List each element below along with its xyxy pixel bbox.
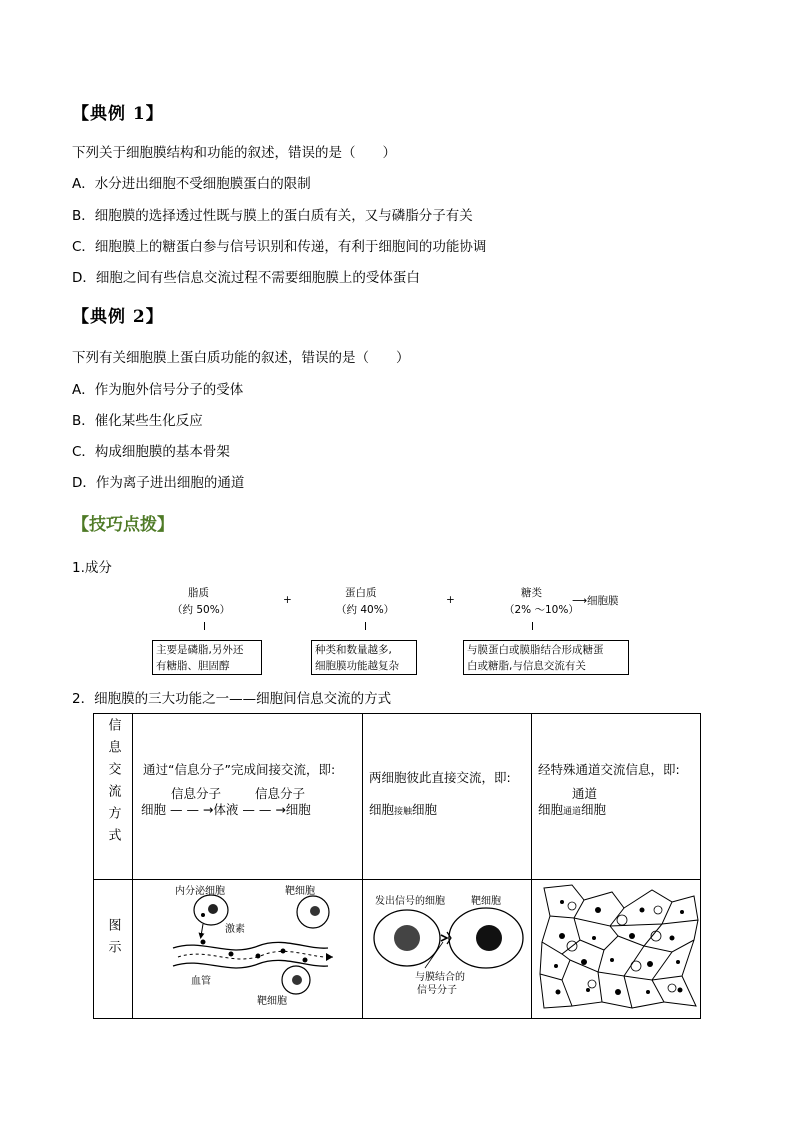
hormone-label: 激素 bbox=[225, 924, 245, 935]
plant-cell-diagram bbox=[532, 880, 702, 1018]
channel-over-label: 通道 bbox=[572, 786, 598, 801]
example2-question: 下列有关细胞膜上蛋白质功能的叙述，错误的是（ ） bbox=[72, 350, 410, 366]
endocrine-diagram bbox=[133, 880, 362, 1018]
flow-channel: 通道 bbox=[563, 807, 582, 817]
target-cell-label: 靶细胞 bbox=[257, 996, 287, 1007]
lipid-note-line: 主要是磷脂,另外还 bbox=[156, 644, 244, 656]
plus-sign: + bbox=[446, 594, 455, 606]
sender-cell-label: 发出信号的细胞 bbox=[375, 896, 445, 907]
endocrine-cell-label: 内分泌细胞 bbox=[175, 886, 225, 897]
sugar-percent: （2% ～10%） bbox=[504, 604, 579, 616]
vessel-label: 血管 bbox=[191, 976, 211, 987]
tips-item2: 2．细胞膜的三大功能之一——细胞间信息交流的方式 bbox=[72, 691, 392, 707]
example2-heading: 【典例 2】 bbox=[72, 307, 164, 327]
plus-sign: + bbox=[283, 594, 292, 606]
example2-option-a: A．作为胞外信号分子的受体 bbox=[72, 382, 244, 398]
example2-option-d: D．作为离子进出细胞的通道 bbox=[72, 475, 245, 491]
row-header-text: 信息交流方式 bbox=[105, 718, 121, 850]
sugar-label: 糖类 bbox=[521, 587, 542, 599]
direct-flow bbox=[369, 800, 437, 818]
direct-communication-cell bbox=[363, 714, 532, 880]
lipid-label: 脂质 bbox=[188, 587, 209, 599]
lipid-note-box bbox=[152, 640, 262, 675]
example2-option-c: C．构成细胞膜的基本骨架 bbox=[72, 444, 230, 460]
connector-line bbox=[532, 622, 533, 630]
example1-option-c: C．细胞膜上的糖蛋白参与信号识别和传递，有利于细胞间的功能协调 bbox=[72, 239, 487, 255]
protein-note-line: 细胞膜功能越复杂 bbox=[315, 660, 399, 672]
connector-line bbox=[204, 622, 205, 630]
direct-desc: 两细胞彼此直接交流，即: bbox=[369, 770, 511, 785]
example1-heading: 【典例 1】 bbox=[72, 104, 164, 124]
flow-cell: 细胞 bbox=[412, 802, 438, 817]
flow-contact: 接触 bbox=[394, 807, 413, 817]
connector-line bbox=[365, 622, 366, 630]
row-header-diagram bbox=[94, 880, 133, 1019]
tips-item1: 1.成分 bbox=[72, 560, 112, 576]
channel-diagram-cell bbox=[532, 880, 701, 1019]
flow-cell: 细胞 bbox=[369, 802, 395, 817]
protein-note-line: 种类和数量越多, bbox=[315, 644, 392, 656]
example1-option-d: D．细胞之间有些信息交流过程不需要细胞膜上的受体蛋白 bbox=[72, 270, 420, 286]
channel-flow bbox=[538, 800, 606, 818]
target-cell-label: 靶细胞 bbox=[471, 896, 501, 907]
row-header-method bbox=[94, 714, 133, 880]
flow-cell: 细胞 bbox=[538, 802, 564, 817]
target-cell-label: 靶细胞 bbox=[285, 886, 315, 897]
example1-question: 下列关于细胞膜结构和功能的叙述，错误的是（ ） bbox=[72, 145, 396, 161]
row-header-text: 图示 bbox=[105, 918, 121, 962]
example2-option-b: B．催化某些生化反应 bbox=[72, 413, 203, 429]
lipid-percent: （约 50%） bbox=[172, 604, 231, 616]
indirect-flow: 细胞 — — →体液 — — →细胞 bbox=[141, 802, 311, 817]
lipid-note-line: 有糖脂、胆固醇 bbox=[156, 660, 230, 672]
flow-cell: 细胞 bbox=[581, 802, 607, 817]
indirect-communication-cell bbox=[133, 714, 363, 880]
signal-molecule-label: 信号分子 bbox=[417, 985, 457, 996]
communication-table bbox=[93, 713, 701, 1019]
sugar-note-line: 白或糖脂,与信息交流有关 bbox=[467, 660, 586, 672]
indirect-over-label: 信息分子 bbox=[255, 786, 306, 801]
example1-option-b: B．细胞膜的选择透过性既与膜上的蛋白质有关，又与磷脂分子有关 bbox=[72, 208, 473, 224]
indirect-over-label: 信息分子 bbox=[171, 786, 222, 801]
membrane-result: ⟶细胞膜 bbox=[572, 595, 619, 607]
protein-label: 蛋白质 bbox=[345, 587, 377, 599]
channel-communication-cell bbox=[532, 714, 701, 880]
signal-molecule-label: 与膜结合的 bbox=[415, 972, 465, 983]
tips-heading: 【技巧点拨】 bbox=[72, 515, 174, 535]
example1-option-a: A．水分进出细胞不受细胞膜蛋白的限制 bbox=[72, 176, 311, 192]
protein-note-box bbox=[311, 640, 417, 675]
contact-diagram-cell bbox=[363, 880, 532, 1019]
sugar-note-line: 与膜蛋白或膜脂结合形成糖蛋 bbox=[467, 644, 604, 656]
sugar-note-box bbox=[463, 640, 629, 675]
indirect-desc: 通过“信息分子”完成间接交流，即: bbox=[143, 762, 336, 777]
protein-percent: （约 40%） bbox=[336, 604, 395, 616]
channel-desc: 经特殊通道交流信息，即: bbox=[538, 762, 680, 777]
endocrine-diagram-cell bbox=[133, 880, 363, 1019]
